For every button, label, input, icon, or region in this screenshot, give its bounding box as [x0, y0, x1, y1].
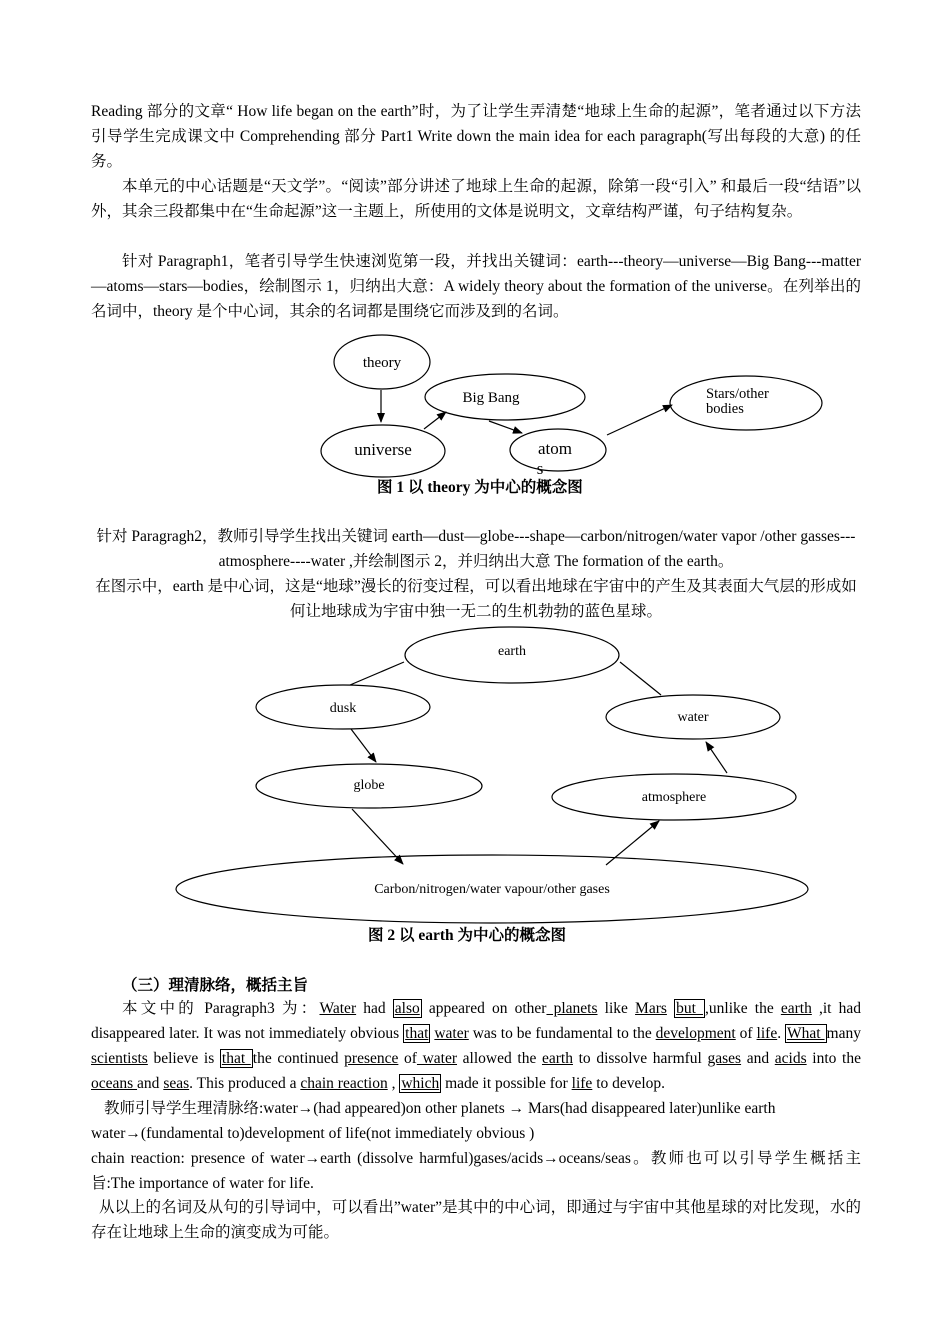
paragraph-2-explanation: 在图示中，earth 是中心词，这是“地球”漫长的衍变过程，可以看出地球在宇宙中的产生及其表面大气层的形成如何让地球成为宇宙中独一无二的生机勃勃的蓝色星球。	[95, 578, 857, 620]
arrow-globe-gases	[352, 809, 403, 864]
paragraph-3-lead: 本文中的 Paragraph3 为：	[122, 1000, 320, 1017]
arrow-universe-bigbang	[424, 412, 446, 429]
arrow-bigbang-atoms	[489, 421, 522, 433]
line-earth-water	[620, 662, 661, 695]
intro-paragraph-1: Reading 部分的文章“ How life began on the earth”时，为了让学生弄清楚“地球上生命的起源”，笔者通过以下方法引导学生完成课文中 Comprehending 部分 Part1 Write down the main idea for each paragraph(写出每段的大意) 的任务。	[91, 103, 861, 170]
paragraph-2-intro: 针对 Paragragh2，教师引导学生找出关键词 earth—dust—globe---shape—carbon/nitrogen/water vapor /other gasses---atmosphere----water ,并绘制图示 2，并归纳出大意 The formation of the earth。	[96, 528, 856, 570]
universe-label: universe	[354, 440, 412, 459]
atmosphere-label: atmosphere	[641, 790, 707, 805]
theory-label: theory	[362, 355, 402, 371]
stars-label-line2: bodies	[706, 401, 744, 417]
figure-2-nodes	[176, 627, 808, 923]
figure-1-nodes	[321, 335, 822, 478]
dusk-label: dusk	[329, 701, 357, 716]
stars-node	[670, 376, 822, 430]
arrow-atmosphere-water	[706, 742, 727, 773]
atoms-label-line1: atom	[538, 439, 572, 458]
notes-line-3: chain reaction: presence of water→earth (dissolve harmful)gases/acids→oceans/seas。教师也可以引导学生概括主旨:The importance of water for life.	[91, 1150, 861, 1192]
stars-label-line1: Stars/other	[706, 386, 769, 402]
water-label: water	[677, 710, 709, 725]
section-3-title: （三）理清脉络，概括主旨	[122, 977, 309, 994]
gases-label: Carbon/nitrogen/water vapour/other gases	[374, 882, 610, 897]
notes-line-1: 教师引导学生理清脉络:water→(had appeared)on other planets → Mars(had disappeared later)unlike earth	[104, 1100, 776, 1117]
conclusion-paragraph: 从以上的名词及从句的引导词中，可以看出”water”是其中的中心词，即通过与宇宙中其他星球的对比发现，水的存在让地球上生命的演变成为可能。	[91, 1199, 861, 1241]
paragraph-3-quote: 本文中的 Paragraph3 为：Water had also appeared on other planets like Mars but ,unlike the earth ,it had disappeared later. It was not immediately obvious that water was to be fundamental to the development of life. What many scientists believe is that the continued presence of water allowed the earth to dissolve harmful gases and acids into the oceans and seas. This produced a chain reaction , which made it possible for life to develop.	[91, 1000, 861, 1092]
arrow-atoms-stars	[607, 405, 672, 435]
line-earth-dusk	[350, 662, 404, 685]
intro-paragraph-2: 本单元的中心话题是“天文学”。“阅读”部分讲述了地球上生命的起源，除第一段“引入” 和最后一段“结语”以外，其余三段都集中在“生命起源”这一主题上，所使用的文体是说明文，文章结构严谨，句子结构复杂。	[91, 178, 861, 220]
globe-label: globe	[353, 778, 385, 793]
figure-2-caption: 图 2 以 earth 为中心的概念图	[368, 927, 567, 944]
notes-line-2: water→(fundamental to)development of life(not immediately obvious )	[91, 1125, 535, 1142]
atoms-label-line2: s	[536, 459, 544, 478]
bigbang-label: Big Bang	[462, 390, 520, 406]
arrow-dusk-globe	[351, 729, 376, 762]
figure-1-caption: 图 1 以 theory 为中心的概念图	[377, 479, 583, 496]
earth-label: earth	[498, 644, 526, 659]
intro-paragraph-3: 针对 Paragraph1，笔者引导学生快速浏览第一段，并找出关键词：earth---theory—universe—Big Bang---matter—atoms—stars—bodies，绘制图示 1，归纳出大意：A widely theory about the formation of the universe。在列举出的名词中，theory 是个中心词，其余的名词都是围绕它而涉及到的名词。	[91, 253, 861, 320]
